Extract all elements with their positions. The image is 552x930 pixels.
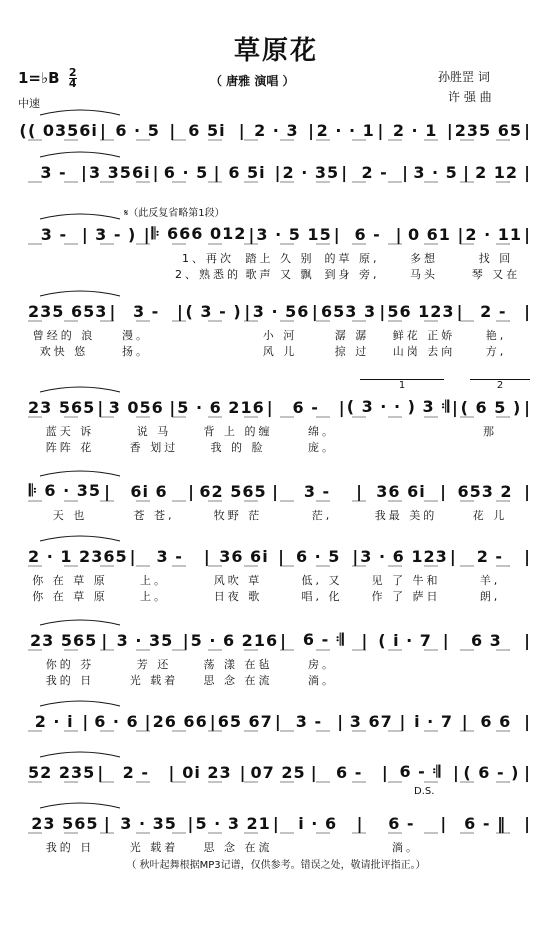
measure: 56 123 bbox=[387, 301, 455, 321]
measure: 26 66 bbox=[152, 711, 208, 731]
barline: | bbox=[524, 120, 530, 140]
measure: 653 2 bbox=[457, 481, 513, 501]
lyric-line bbox=[18, 250, 532, 266]
barline: | bbox=[356, 813, 363, 833]
score-line bbox=[18, 299, 532, 323]
measure: 653 3 bbox=[321, 301, 377, 321]
volta-ending: 2 bbox=[470, 379, 530, 391]
measure: 2 · 1 bbox=[392, 120, 438, 140]
barline: | bbox=[188, 481, 194, 501]
barline: | bbox=[442, 630, 449, 650]
measure: 6 3 bbox=[470, 630, 502, 650]
lyric-segment bbox=[28, 250, 100, 266]
barline: | bbox=[440, 813, 447, 833]
lyric-segment bbox=[364, 439, 448, 455]
score-line bbox=[18, 709, 532, 733]
barline: | bbox=[104, 481, 110, 501]
score-line bbox=[18, 479, 532, 503]
slur bbox=[40, 471, 120, 476]
measure: 3 · 35 bbox=[116, 630, 174, 650]
lyric-segment: 风 儿 bbox=[262, 345, 298, 358]
measure: 6i 6 bbox=[130, 481, 168, 501]
lyric-segment bbox=[364, 423, 448, 439]
lyric-segment: 牧野 茫 bbox=[213, 509, 263, 522]
barline: | bbox=[449, 546, 456, 566]
lyric-segment: 朗, bbox=[479, 590, 501, 603]
barline: | bbox=[395, 224, 402, 244]
singer-credit: （ 唐雅 演唱 ） bbox=[210, 74, 295, 88]
measure: 3 - bbox=[40, 162, 67, 182]
barline: | bbox=[203, 546, 210, 566]
barline: | bbox=[524, 397, 530, 417]
lyric-segment: 歌声 又 飘 bbox=[245, 268, 315, 281]
measure: 23 565 bbox=[30, 630, 98, 650]
measure: i · 7 bbox=[414, 711, 453, 731]
lyric-segment: 淌。 bbox=[308, 674, 336, 687]
measure: ( 6 - ) bbox=[463, 762, 520, 782]
song-title: 草原花 bbox=[233, 36, 318, 66]
slur bbox=[40, 214, 120, 219]
measure: 62 565 bbox=[199, 481, 267, 501]
lyric-segment: 房。 bbox=[308, 658, 336, 671]
measure: 2 · 1 2365 bbox=[28, 546, 128, 566]
lyric-segment: 光 载着 bbox=[129, 674, 179, 687]
barline: | bbox=[524, 224, 530, 244]
barline: | bbox=[524, 546, 530, 566]
lyric-segment: 日夜 歌 bbox=[213, 590, 263, 603]
score-line bbox=[18, 222, 532, 246]
measure: 3 67 bbox=[349, 711, 393, 731]
lyric-segment: 低, 又 bbox=[301, 574, 343, 587]
measure: 0 61 bbox=[407, 224, 451, 244]
barline: | bbox=[278, 546, 284, 566]
barline: | bbox=[129, 546, 136, 566]
barline: | bbox=[352, 546, 359, 566]
barline: | bbox=[399, 711, 406, 731]
measure: 6 - bbox=[292, 397, 319, 417]
lyric-segment: 说 马 bbox=[136, 425, 172, 438]
barline: | bbox=[402, 162, 409, 182]
measure: ( 6 5 ) bbox=[460, 397, 522, 417]
barline: | bbox=[341, 162, 348, 182]
slur bbox=[40, 752, 120, 757]
lyric-segment: 扬。 bbox=[122, 345, 150, 358]
lyric-segment: 我的 日 bbox=[45, 841, 95, 854]
slur bbox=[40, 620, 120, 625]
lyric-segment: 你 在 草 原 bbox=[32, 590, 108, 603]
slur bbox=[40, 152, 120, 157]
lyricist-credit: 孙胜罡 词 bbox=[438, 70, 490, 84]
lyric-segment: 琴 又在 bbox=[471, 268, 521, 281]
lyric-segment: 方, bbox=[485, 345, 507, 358]
barline: | bbox=[101, 630, 108, 650]
measure: 6 - 𝄇 bbox=[302, 630, 345, 649]
lyric-segment: 绵。 bbox=[308, 425, 336, 438]
barline: | bbox=[169, 120, 176, 140]
lyric-segment: 茫, bbox=[311, 509, 333, 522]
score-line bbox=[18, 628, 532, 652]
score-line bbox=[18, 118, 532, 142]
measure: ( 3 · · ) 3 𝄇 bbox=[346, 397, 450, 416]
lyric-line bbox=[18, 839, 532, 855]
lyric-line bbox=[18, 439, 532, 455]
measure: 235 65 bbox=[454, 120, 523, 140]
barline: | bbox=[524, 630, 530, 650]
tempo-marking: 中速 bbox=[18, 97, 40, 110]
barline: | bbox=[311, 301, 318, 321]
lyric-segment bbox=[448, 439, 532, 455]
barline: | bbox=[144, 711, 151, 731]
measure: 6 - bbox=[354, 224, 381, 244]
measure: 𝄆 666 012 bbox=[151, 224, 247, 243]
key-label: 1=♭B bbox=[18, 69, 60, 87]
lyric-segment: 上。 bbox=[140, 574, 168, 587]
measure: 2 - bbox=[476, 546, 504, 566]
lyric-segment: 见 了 牛和 bbox=[371, 574, 441, 587]
barline: | bbox=[377, 120, 384, 140]
barline: | bbox=[280, 630, 286, 650]
lyric-segment: 马头 bbox=[410, 268, 438, 281]
lyric-segment bbox=[364, 656, 448, 672]
barline: | bbox=[238, 120, 245, 140]
slur bbox=[40, 803, 120, 808]
barline: | bbox=[213, 162, 220, 182]
lyric-segment bbox=[28, 266, 100, 282]
barline: | bbox=[182, 630, 189, 650]
barline: | bbox=[274, 711, 281, 731]
barline: | bbox=[338, 397, 345, 417]
lyric-segment: 到身 旁, bbox=[324, 268, 380, 281]
barline: | bbox=[209, 711, 216, 731]
measure: 3 - ) bbox=[95, 224, 137, 244]
barline: | bbox=[99, 120, 106, 140]
barline: | bbox=[524, 762, 530, 782]
lyric-segment: 多想 bbox=[410, 252, 438, 265]
measure: 𝄆 6 · 35 bbox=[29, 481, 101, 500]
measure: 6 - bbox=[336, 762, 363, 782]
measure: 3 · 35 bbox=[120, 813, 177, 833]
lyric-segment: 曾经的 浪 bbox=[32, 329, 96, 342]
barline: | bbox=[97, 397, 104, 417]
lyric-segment: 小 河 bbox=[262, 329, 298, 342]
barline: | bbox=[248, 224, 255, 244]
slur bbox=[40, 387, 120, 392]
barline: | bbox=[82, 711, 89, 731]
measure: 65 67 bbox=[217, 711, 273, 731]
barline: | bbox=[452, 397, 458, 417]
barline: | bbox=[379, 301, 386, 321]
lyric-segment: 苍 苍, bbox=[133, 509, 175, 522]
measure: 3 - bbox=[156, 546, 183, 566]
measure: 2 · · 1 bbox=[316, 120, 375, 140]
lyric-line bbox=[18, 327, 532, 343]
barline: | bbox=[452, 762, 459, 782]
lyric-segment: 芳 还 bbox=[136, 658, 172, 671]
barline: | bbox=[524, 813, 530, 833]
barline: | bbox=[524, 162, 530, 182]
lyric-segment: 踏上 久 别 bbox=[245, 252, 315, 265]
lyric-line bbox=[18, 656, 532, 672]
measure: 2 - bbox=[361, 162, 388, 182]
repeat-note: 𝄋（此反复省略第1段） bbox=[124, 208, 225, 219]
measure: ( 0356i bbox=[28, 120, 98, 140]
lyric-segment: 作 了 萨日 bbox=[371, 590, 441, 603]
measure: 3 · 56 bbox=[252, 301, 310, 321]
barline: ( bbox=[19, 120, 27, 140]
lyric-segment: 荡 漾 在毡 bbox=[203, 658, 273, 671]
measure: 6 - bbox=[388, 813, 415, 833]
barline: | bbox=[337, 711, 344, 731]
measure: 3 - bbox=[295, 711, 323, 731]
measure: 6 6 bbox=[480, 711, 512, 731]
measure: 3 · 6 123 bbox=[360, 546, 448, 566]
barline: | bbox=[446, 120, 453, 140]
slur bbox=[40, 701, 120, 706]
lyric-segment: 唱, 化 bbox=[301, 590, 343, 603]
measure: 6 5i bbox=[228, 162, 266, 182]
barline: | bbox=[272, 813, 279, 833]
measure: 6 - ‖ bbox=[464, 813, 507, 833]
lyric-segment: 我的 日 bbox=[45, 674, 95, 687]
lyric-segment bbox=[172, 327, 244, 343]
lyric-segment: 1、再次 bbox=[182, 252, 234, 265]
composer-credit: 许 强 曲 bbox=[448, 90, 492, 104]
lyric-segment bbox=[448, 839, 532, 855]
measure: 3 - bbox=[40, 224, 68, 244]
barline: | bbox=[266, 397, 273, 417]
lyric-segment: 掠 过 bbox=[334, 345, 370, 358]
barline: | bbox=[272, 481, 278, 501]
lyric-segment: 的草 原, bbox=[324, 252, 380, 265]
measure: i · 6 bbox=[298, 813, 338, 833]
measure: 3 · 5 bbox=[413, 162, 458, 182]
measure: 3 056 bbox=[108, 397, 164, 417]
barline: | bbox=[310, 762, 317, 782]
lyric-segment bbox=[100, 266, 172, 282]
measure: 36 6i bbox=[376, 481, 426, 501]
transcription-note: （ 秋叶起舞根据MP3记谱，仅供参考。错误之处，敬请批评指正。） bbox=[126, 860, 426, 871]
barline: | bbox=[308, 120, 314, 140]
barline: | bbox=[187, 813, 194, 833]
measure: ( 3 - ) bbox=[185, 301, 242, 321]
lyric-segment: 鲜花 正娇 bbox=[392, 329, 456, 342]
lyric-line bbox=[18, 572, 532, 588]
lyric-segment bbox=[280, 839, 364, 855]
barline: | bbox=[463, 162, 469, 182]
barline: | bbox=[176, 301, 183, 321]
measure: 23 565 bbox=[28, 397, 96, 417]
score-line bbox=[18, 395, 532, 419]
lyric-segment bbox=[448, 656, 532, 672]
measure: 0i 23 bbox=[182, 762, 232, 782]
score-line bbox=[18, 811, 532, 835]
lyric-segment: 花 儿 bbox=[472, 509, 508, 522]
lyric-segment: 我最 美的 bbox=[374, 509, 438, 522]
measure: 23 565 bbox=[31, 813, 99, 833]
barline: | bbox=[524, 481, 530, 501]
dal-segno: D.S. bbox=[414, 786, 435, 797]
barline: | bbox=[333, 224, 340, 244]
lyric-line bbox=[18, 507, 532, 523]
lyric-segment: 光 载着 bbox=[129, 841, 179, 854]
lyric-segment bbox=[448, 672, 532, 688]
barline: | bbox=[457, 224, 464, 244]
measure: 5 · 6 216 bbox=[190, 630, 279, 650]
slur bbox=[40, 110, 120, 115]
lyric-segment: 思 念 在流 bbox=[203, 841, 273, 854]
lyric-segment: 那 bbox=[483, 425, 497, 438]
barline: | bbox=[244, 301, 251, 321]
barline: | bbox=[461, 711, 468, 731]
slur bbox=[40, 536, 120, 541]
key-signature bbox=[18, 68, 77, 89]
lyric-segment: 阵阵 花 bbox=[45, 441, 95, 454]
barline: | bbox=[109, 301, 116, 321]
barline: | bbox=[356, 481, 362, 501]
measure: 2 · 11 bbox=[465, 224, 522, 244]
measure: 2 · 3 bbox=[254, 120, 299, 140]
lyric-segment: 2、熟悉的 bbox=[175, 268, 241, 281]
measure: 36 6i bbox=[219, 546, 269, 566]
score-line bbox=[18, 760, 532, 784]
lyric-line bbox=[18, 672, 532, 688]
measure: 07 25 bbox=[250, 762, 306, 782]
time-signature-top: 2 bbox=[68, 66, 77, 79]
measure: 6 5i bbox=[188, 120, 226, 140]
measure: 3 · 5 15 bbox=[256, 224, 332, 244]
barline: | bbox=[169, 397, 176, 417]
measure: 5 · 6 216 bbox=[177, 397, 265, 417]
lyric-segment: 羊, bbox=[479, 574, 501, 587]
measure: 6 · 6 bbox=[94, 711, 139, 731]
lyric-segment: 你 在 草 原 bbox=[32, 574, 108, 587]
barline: | bbox=[143, 224, 150, 244]
barline: | bbox=[524, 301, 530, 321]
lyric-segment: 你的 芬 bbox=[45, 658, 95, 671]
volta-ending: 1 bbox=[360, 379, 444, 391]
barline: | bbox=[274, 162, 281, 182]
barline: | bbox=[524, 711, 530, 731]
measure: 6 · 5 bbox=[115, 120, 160, 140]
measure: 2 12 bbox=[475, 162, 519, 182]
measure: 2 · 35 bbox=[282, 162, 340, 182]
measure: 6 · 5 bbox=[163, 162, 209, 182]
barline: | bbox=[361, 630, 368, 650]
lyric-segment bbox=[364, 672, 448, 688]
measure: ( i · 7 bbox=[378, 630, 432, 650]
measure: 2 - bbox=[480, 301, 507, 321]
lyric-segment: 蓝天 诉 bbox=[45, 425, 95, 438]
score-line bbox=[18, 160, 532, 184]
slur bbox=[40, 291, 120, 296]
measure: 52 235 bbox=[28, 762, 96, 782]
measure: 6 - 𝄇 bbox=[399, 762, 442, 781]
lyric-segment bbox=[100, 250, 172, 266]
lyric-segment: 淌。 bbox=[392, 841, 420, 854]
measure: 235 653 bbox=[28, 301, 108, 321]
lyric-segment: 香 划过 bbox=[129, 441, 179, 454]
lyric-segment: 天 也 bbox=[52, 509, 88, 522]
lyric-segment: 上。 bbox=[140, 590, 168, 603]
measure: 6 · 5 bbox=[295, 546, 341, 566]
lyric-line bbox=[18, 343, 532, 359]
time-signature-bottom: 4 bbox=[68, 77, 77, 90]
lyric-line bbox=[18, 423, 532, 439]
lyric-segment: 山岗 去向 bbox=[392, 345, 456, 358]
barline: | bbox=[81, 162, 87, 182]
barline: | bbox=[168, 762, 175, 782]
lyric-line bbox=[18, 266, 532, 282]
lyric-segment: 我 的 脸 bbox=[210, 441, 266, 454]
barline: | bbox=[440, 481, 446, 501]
lyric-segment: 潺 潺 bbox=[334, 329, 370, 342]
lyric-segment: 庞。 bbox=[308, 441, 336, 454]
barline: | bbox=[103, 813, 110, 833]
measure: 3 - bbox=[303, 481, 331, 501]
lyric-segment: 思 念 在流 bbox=[203, 674, 273, 687]
measure: 5 · 3 21 bbox=[195, 813, 271, 833]
lyric-segment: 背 上 的缠 bbox=[203, 425, 273, 438]
barline: | bbox=[81, 224, 88, 244]
lyric-segment: 艳, bbox=[485, 329, 507, 342]
measure: 2 · i bbox=[34, 711, 74, 731]
lyric-segment: 漫。 bbox=[122, 329, 150, 342]
barline: | bbox=[239, 762, 246, 782]
measure: 2 - bbox=[122, 762, 149, 782]
barline: | bbox=[381, 762, 388, 782]
score-line bbox=[18, 544, 532, 568]
barline: | bbox=[97, 762, 104, 782]
barline: | bbox=[152, 162, 159, 182]
lyric-segment: 欢快 悠 bbox=[39, 345, 89, 358]
lyric-segment bbox=[172, 343, 244, 359]
lyric-line bbox=[18, 588, 532, 604]
lyric-segment: 找 回 bbox=[478, 252, 514, 265]
lyric-segment: 风吹 草 bbox=[213, 574, 263, 587]
measure: 3 - bbox=[132, 301, 160, 321]
measure: 3 356i bbox=[88, 162, 151, 182]
barline: | bbox=[456, 301, 463, 321]
